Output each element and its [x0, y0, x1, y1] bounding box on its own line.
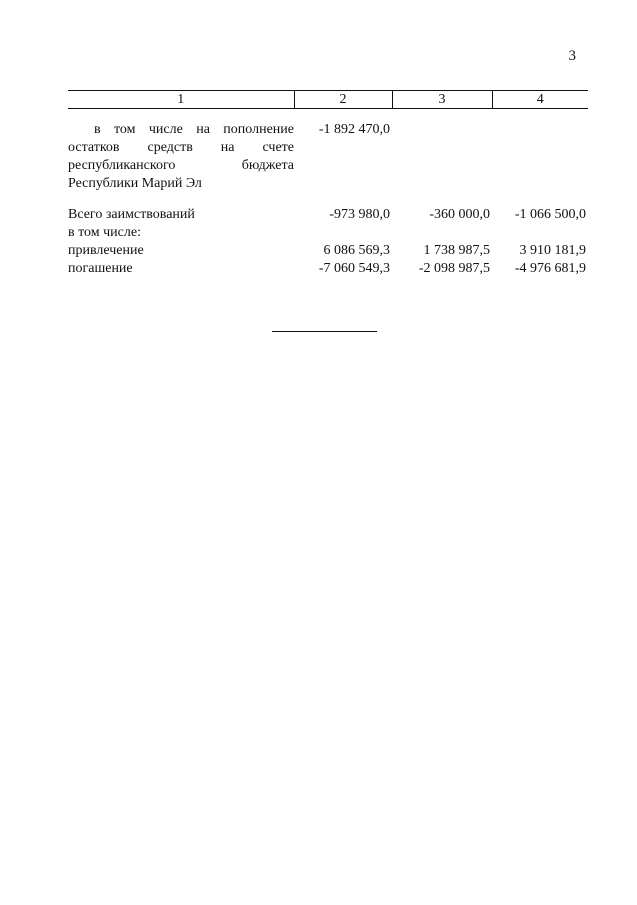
- column-header-1: 1: [68, 91, 294, 109]
- cell-total-col3: -360 000,0: [429, 207, 490, 222]
- cell-including-col4: [492, 224, 588, 242]
- table-row-replenishment: [68, 109, 588, 194]
- column-header-2: 2: [294, 91, 392, 109]
- row-label-including: в том числе:: [68, 225, 141, 240]
- cell-attraction-col4: 3 910 181,9: [519, 243, 586, 258]
- cell-repayment-col2: -7 060 549,3: [318, 261, 390, 276]
- cell-replenishment-col2: -1 892 470,0: [318, 122, 390, 137]
- table-row-attraction: [68, 242, 588, 260]
- cell-attraction-col3: 1 738 987,5: [423, 243, 490, 258]
- cell-replenishment-col4: [492, 109, 588, 194]
- row-label-repayment: погашение: [68, 261, 133, 276]
- table-row-repayment: [68, 260, 588, 278]
- cell-total-col4: -1 066 500,0: [514, 207, 586, 222]
- column-header-4: 4: [492, 91, 588, 109]
- cell-repayment-col3: -2 098 987,5: [418, 261, 490, 276]
- row-label-attraction: привлечение: [68, 243, 144, 258]
- cell-repayment-col4: -4 976 681,9: [514, 261, 586, 276]
- row-label-replenishment: в том числе на пополнение остатков средств на счете республиканского бюджета Республики Марий Эл: [68, 122, 294, 191]
- closing-divider-line: [272, 331, 377, 332]
- page-number: 3: [568, 48, 576, 64]
- borrowings-table: [68, 90, 588, 278]
- table-row-including: [68, 224, 588, 242]
- table-spacer-row: [68, 193, 588, 206]
- column-header-3: 3: [392, 91, 492, 109]
- cell-including-col2: [294, 224, 392, 242]
- cell-replenishment-col3: [392, 109, 492, 194]
- table-row-total: [68, 206, 588, 224]
- cell-total-col2: -973 980,0: [329, 207, 390, 222]
- cell-attraction-col2: 6 086 569,3: [323, 243, 390, 258]
- table-header-row: [68, 91, 588, 109]
- row-label-total: Всего заимствований: [68, 207, 195, 222]
- cell-including-col3: [392, 224, 492, 242]
